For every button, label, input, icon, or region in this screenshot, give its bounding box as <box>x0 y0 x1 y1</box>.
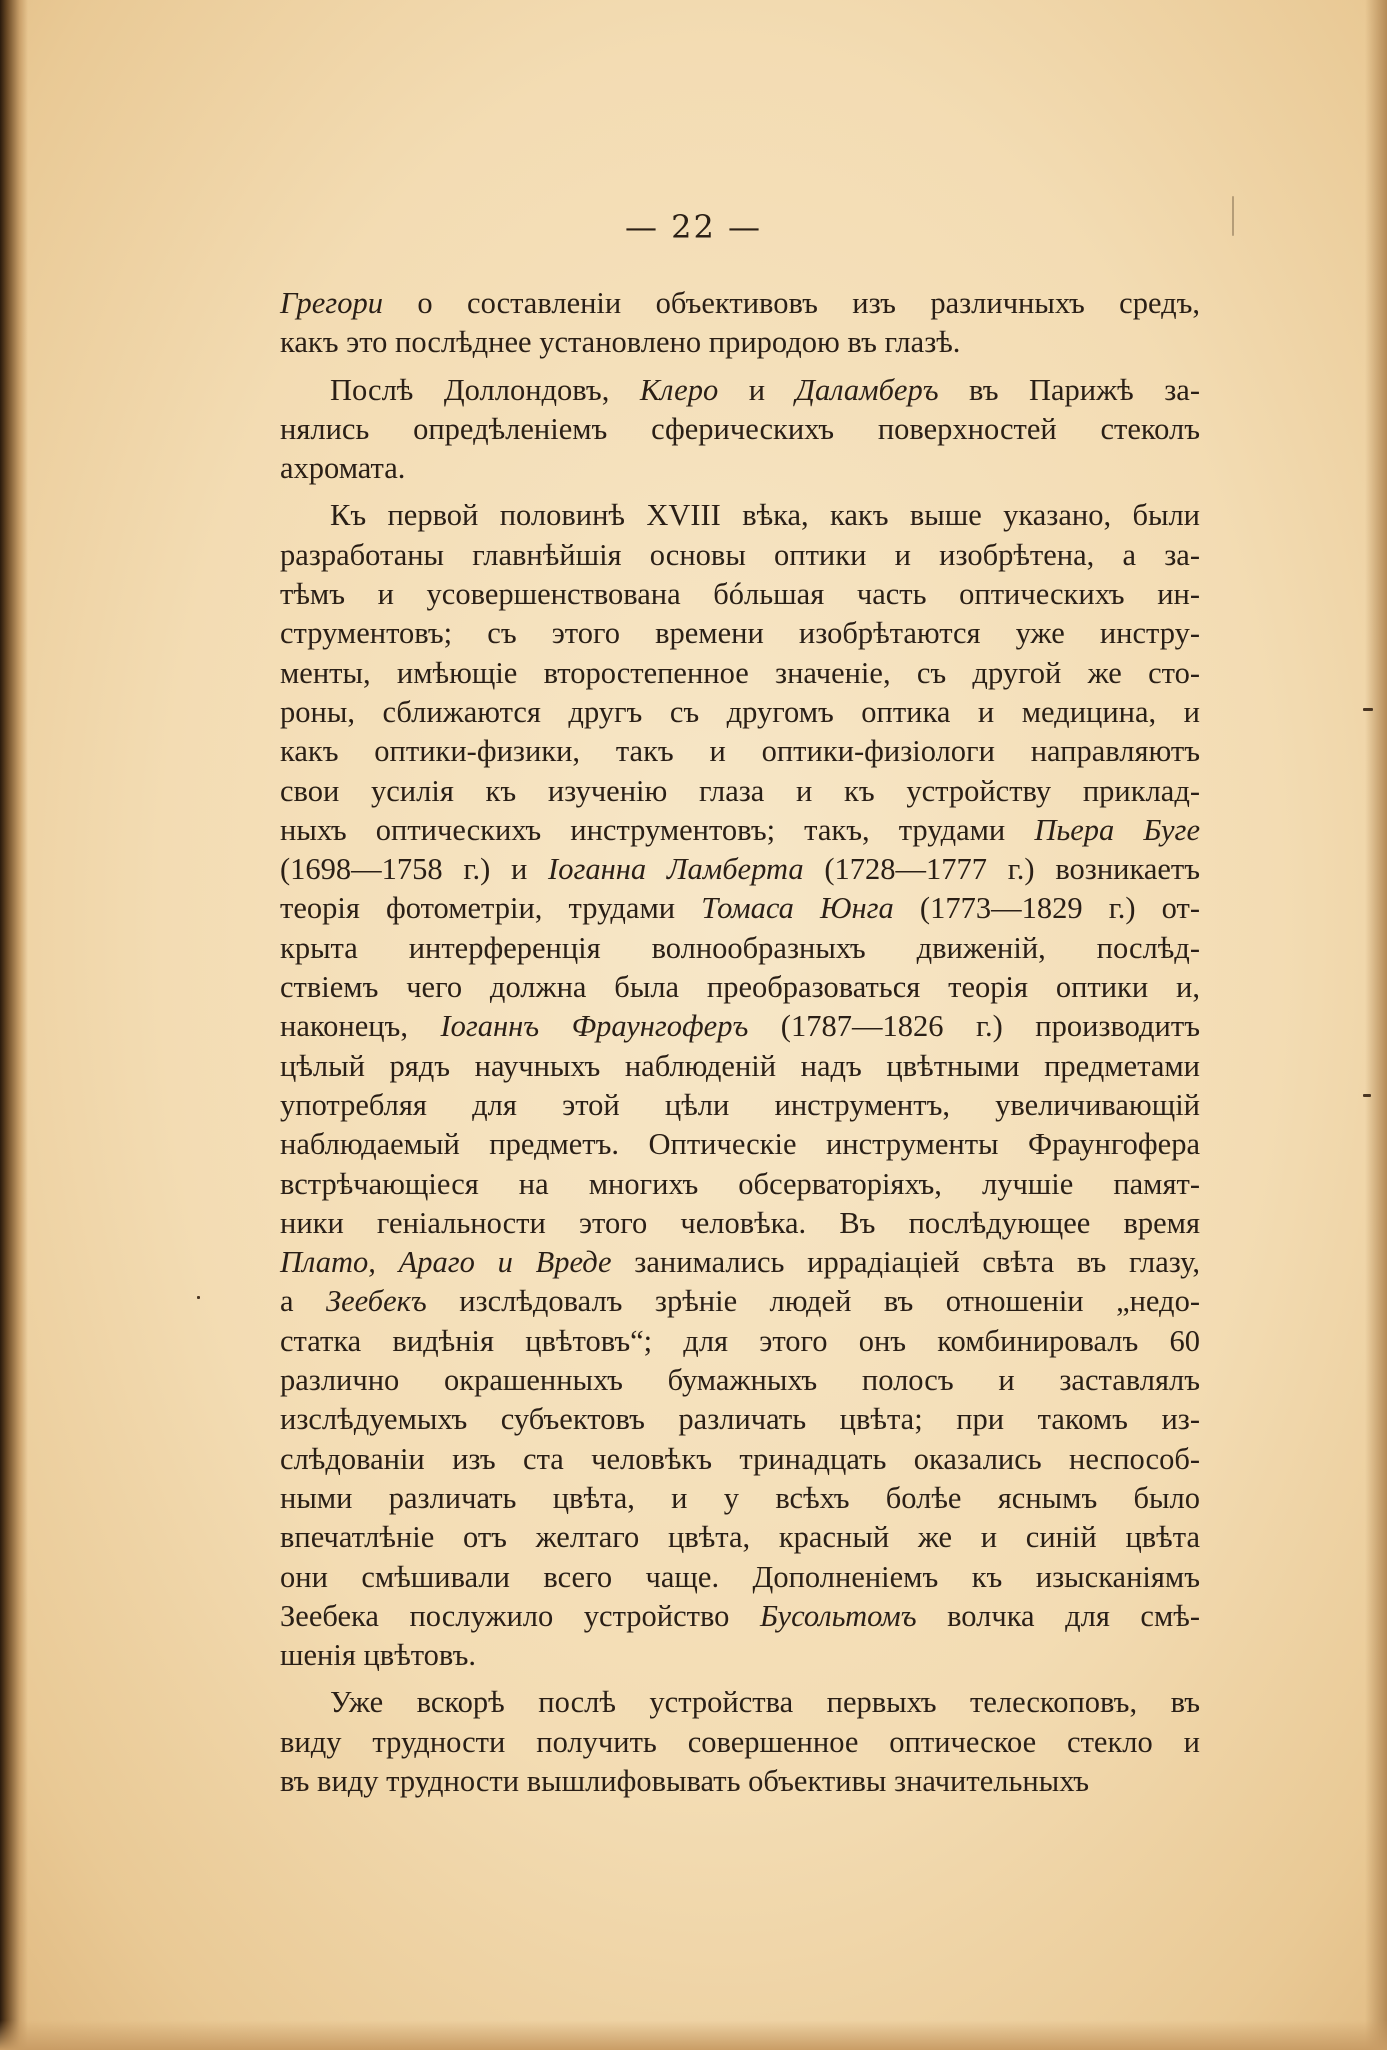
text-line <box>280 1322 1200 1361</box>
text-run: теорія фотометріи, трудами <box>280 891 702 926</box>
text-run: разработаны главнѣйшія основы оптики и изобрѣтена, а за- <box>280 537 1200 572</box>
text-line <box>280 323 1200 362</box>
italic-name: Клеро <box>639 372 719 407</box>
paragraph <box>280 496 1200 1675</box>
text-line <box>280 1479 1200 1518</box>
text-line <box>280 889 1200 928</box>
text-line <box>280 1125 1200 1164</box>
text-run: ныхъ оптическихъ инструментовъ; такъ, трудами <box>280 812 1035 847</box>
text-line <box>280 811 1200 850</box>
text-line <box>280 496 1200 535</box>
text-run: нялись опредѣленіемъ сферическихъ поверхностей стеколъ <box>280 411 1200 446</box>
text-run: наконецъ, <box>280 1009 441 1044</box>
margin-speck <box>1363 708 1373 711</box>
page-bottom-edge <box>0 2020 1387 2050</box>
italic-name: Іоганна Ламберта <box>548 852 804 887</box>
text-run: какъ это послѣднее установлено природою въ глазѣ. <box>280 325 961 360</box>
italic-name: Іоганнъ Фраунгоферъ <box>440 1009 749 1044</box>
text-line <box>280 1597 1200 1636</box>
text-line <box>280 968 1200 1007</box>
italic-name: Томаса Юнга <box>701 891 894 926</box>
text-run: они смѣшивали всего чаще. Дополненіемъ къ изысканіямъ <box>280 1559 1200 1594</box>
text-run: шенія цвѣтовъ. <box>280 1638 476 1673</box>
text-run: занимались иррадіаціей свѣта въ глазу, <box>611 1245 1200 1280</box>
text-run: какъ оптики-физики, такъ и оптики-физіологи направляютъ <box>280 734 1200 769</box>
text-line <box>280 693 1200 732</box>
italic-name: Бусольтомъ <box>759 1598 917 1633</box>
italic-name: Пьера Буге <box>1034 812 1200 847</box>
text-run: (1728—1777 г.) возникаетъ <box>803 852 1200 887</box>
text-run: Къ первой половинѣ XVIII вѣка, какъ выше указано, были <box>330 498 1200 533</box>
text-run: (1773—1829 г.) от- <box>893 891 1200 926</box>
text-line <box>280 1683 1200 1722</box>
text-run: Зеебека послужило устройство <box>280 1598 760 1633</box>
text-line <box>280 1518 1200 1557</box>
text-line <box>280 732 1200 771</box>
text-line <box>280 1361 1200 1400</box>
text-run: различно окрашенныхъ бумажныхъ полосъ и заставлялъ <box>280 1363 1200 1398</box>
text-run: въ виду трудности вышлифовывать объективы значительныхъ <box>280 1763 1090 1798</box>
text-run: ники геніальности этого человѣка. Въ послѣдующее время <box>280 1205 1200 1240</box>
text-run: впечатлѣніе отъ желтаго цвѣта, красный же и синій цвѣта <box>280 1520 1200 1555</box>
text-line <box>280 929 1200 968</box>
text-run: ствіемъ чего должна была преобразоваться теорія оптики и, <box>280 970 1200 1005</box>
text-run: о составленіи объективовъ изъ различныхъ средъ, <box>382 286 1200 320</box>
text-line <box>280 536 1200 575</box>
text-run: крыта интерференція волнообразныхъ движеній, послѣд- <box>280 930 1200 965</box>
text-line <box>280 1636 1200 1675</box>
text-run: ахромата. <box>280 451 406 486</box>
text-run: виду трудности получить совершенное оптическое стекло и <box>280 1724 1200 1759</box>
text-line <box>280 850 1200 889</box>
text-line <box>280 1440 1200 1479</box>
text-line <box>280 1400 1200 1439</box>
italic-name: Зеебекъ <box>326 1284 427 1319</box>
text-line <box>280 1723 1200 1762</box>
text-run: роны, сближаются другъ съ другомъ оптика и медицина, и <box>280 694 1200 729</box>
body-text <box>280 284 1200 1809</box>
paragraph <box>280 1683 1200 1801</box>
text-line <box>280 1243 1200 1282</box>
text-run: Послѣ Доллондовъ, <box>330 372 640 407</box>
text-line <box>280 449 1200 488</box>
paragraph <box>280 284 1200 363</box>
text-run: Уже вскорѣ послѣ устройства первыхъ телескоповъ, въ <box>330 1685 1200 1720</box>
text-line <box>280 371 1200 410</box>
italic-name: Даламберъ <box>795 372 939 407</box>
text-run: наблюдаемый предметъ. Оптическіе инструменты Фраунгофера <box>280 1127 1200 1162</box>
text-run: свои усилія къ изученію глаза и къ устройству приклад- <box>280 773 1200 808</box>
text-run: струментовъ; съ этого времени изобрѣтаются уже инстру- <box>280 616 1200 651</box>
text-line <box>280 614 1200 653</box>
text-line <box>280 1762 1200 1801</box>
text-run: встрѣчающіеся на многихъ обсерваторіяхъ, лучшіе памят- <box>280 1166 1200 1201</box>
text-run: въ Парижѣ за- <box>938 372 1200 407</box>
text-run: ными различать цвѣта, и у всѣхъ болѣе яснымъ было <box>280 1480 1200 1515</box>
text-run: цѣлый рядъ научныхъ наблюденій надъ цвѣтными предметами <box>280 1048 1200 1083</box>
text-run: изслѣдуемыхъ субъектовъ различать цвѣта; при такомъ из- <box>280 1402 1200 1437</box>
text-line <box>280 1007 1200 1046</box>
text-run: статка видѣнія цвѣтовъ“; для этого онъ комбинировалъ 60 <box>280 1323 1200 1358</box>
text-line <box>280 1558 1200 1597</box>
paragraph <box>280 371 1200 489</box>
italic-name: Грегори <box>280 286 383 320</box>
text-line <box>280 1165 1200 1204</box>
text-run: употребляя для этой цѣли инструментъ, увеличивающій <box>280 1087 1200 1122</box>
text-run: а <box>280 1284 326 1319</box>
text-run: изслѣдовалъ зрѣніе людей въ отношеніи „недо- <box>426 1284 1200 1319</box>
text-line <box>280 1282 1200 1321</box>
text-run: и <box>718 372 796 407</box>
italic-name: Плато, Араго и Вреде <box>280 1245 612 1280</box>
text-run: (1698—1758 г.) и <box>280 852 549 887</box>
page-number: — 22 — <box>624 208 763 246</box>
text-line <box>280 772 1200 811</box>
margin-speck <box>197 1296 200 1299</box>
margin-speck <box>1363 1094 1371 1097</box>
text-run: менты, имѣющіе второстепенное значеніе, съ другой же сто- <box>280 655 1200 690</box>
text-line <box>280 1204 1200 1243</box>
page-right-edge <box>1365 0 1387 2050</box>
text-run: тѣмъ и усовершенствована бóльшая часть оптическихъ ин- <box>280 577 1200 612</box>
text-line <box>280 654 1200 693</box>
text-line <box>280 284 1200 323</box>
text-run: волчка для смѣ- <box>916 1598 1200 1633</box>
text-run: (1787—1826 г.) производитъ <box>748 1009 1200 1044</box>
page-spine-shadow <box>0 0 28 2050</box>
text-run: слѣдованіи изъ ста человѣкъ тринадцать оказались неспособ- <box>280 1441 1200 1476</box>
text-line <box>280 1086 1200 1125</box>
text-line <box>280 1047 1200 1086</box>
text-line <box>280 575 1200 614</box>
text-line <box>280 410 1200 449</box>
